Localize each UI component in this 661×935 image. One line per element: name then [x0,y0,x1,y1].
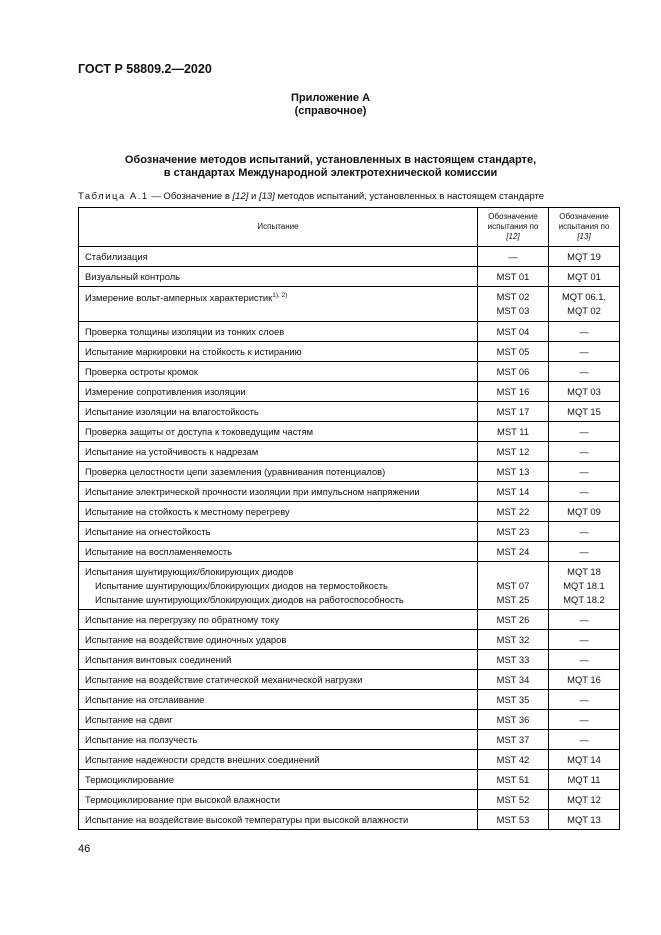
code-12: — [478,247,549,267]
table-row [79,522,620,542]
heading-line-2: в стандартах Международной электротехнической комиссии [163,167,498,179]
table-row [79,790,620,810]
test-name: Испытание на сдвиг [79,710,478,730]
header-col-12 [478,208,549,247]
test-name: Испытание на стойкость к местному перегреву [79,502,478,522]
table-row [79,322,620,342]
test-name: Проверка остроты кромок [79,362,478,382]
code-12: MST 37 [478,730,549,750]
code-13: MQT 01 [549,267,620,287]
test-name: Испытание на огнестойкость [79,522,478,542]
code-12: MST 05 [478,342,549,362]
header-col-12-line1: Обозначение [488,212,538,221]
code-13: MQT 14 [549,750,620,770]
code-13-cell [549,562,620,610]
table-row [79,247,620,267]
table-row [79,382,620,402]
header-col-13-line2: испытания по [558,222,610,231]
code-13: MQT 12 [549,790,620,810]
code-13: MQT 03 [549,382,620,402]
table-row [79,502,620,522]
code-13: — [549,362,620,382]
code-13: MQT 13 [549,810,620,830]
code-13: MQT 16 [549,670,620,690]
code-13: — [549,462,620,482]
code-13: — [549,690,620,710]
code-12: MST 12 [478,442,549,462]
caption-ref-12: [12] [232,191,249,202]
code-13: MQT 15 [549,402,620,422]
code-12: MST 14 [478,482,549,502]
code-13: — [549,630,620,650]
caption-text-2: и [248,191,259,202]
code-12: MST 23 [478,522,549,542]
header-col-12-line2: испытания по [487,222,539,231]
table-row [79,362,620,382]
annex-subtitle: (справочное) [294,105,367,117]
test-name: Испытание изоляции на влагостойкость [79,402,478,422]
code-12: MST 26 [478,610,549,630]
test-name: Испытание электрической прочности изоляции при импульсном напряжении [79,482,478,502]
test-name: Измерение сопротивления изоляции [79,382,478,402]
code-13: MQT 09 [549,502,620,522]
test-name: Испытание на воздействие одиночных ударов [79,630,478,650]
code-13: — [549,322,620,342]
test-name: Испытание маркировки на стойкость к истиранию [79,342,478,362]
code-13-a: MQT 06.1, [561,291,607,302]
code-13: MQT 11 [549,770,620,790]
code-13-b: MQT 18.1 [563,579,605,591]
header-col-13-ref: [13] [577,232,591,241]
caption-text-3: методов испытаний, установленных в настоящем стандарте [274,191,545,202]
test-name: Проверка защиты от доступа к токоведущим частям [79,422,478,442]
code-12: MST 06 [478,362,549,382]
table-row [79,402,620,422]
code-13: — [549,650,620,670]
code-13: — [549,482,620,502]
table-row [79,462,620,482]
test-name-cell [79,562,478,610]
code-13: — [549,710,620,730]
table-row [79,770,620,790]
table-caption [78,191,544,202]
heading-line-1: Обозначение методов испытаний, установленных в настоящем стандарте, [124,154,537,166]
test-name: Визуальный контроль [79,267,478,287]
table-row [79,670,620,690]
code-12: MST 35 [478,690,549,710]
code-12: MST 52 [478,790,549,810]
table-header-row [79,208,620,247]
caption-ref-13: [13] [258,191,275,202]
table-row [79,342,620,362]
annex-title: Приложение А [290,92,371,104]
test-name: Термоциклирование при высокой влажности [79,790,478,810]
test-name: Испытание на воспламеняемость [79,542,478,562]
test-name: Испытание надежности средств внешних соединений [79,750,478,770]
table-row [79,710,620,730]
code-12: MST 22 [478,502,549,522]
table-row [79,630,620,650]
code-12: MST 42 [478,750,549,770]
code-13: — [549,730,620,750]
annex-block [0,92,661,118]
header-col-13 [549,208,620,247]
code-12: MST 33 [478,650,549,670]
test-name: Проверка толщины изоляции из тонких слоев [79,322,478,342]
table-row [79,810,620,830]
code-12-c: MST 25 [496,593,530,605]
code-12-cell [478,562,549,610]
table-row [79,690,620,710]
code-12: MST 24 [478,542,549,562]
test-designation-table [78,207,620,830]
code-12: MST 36 [478,710,549,730]
code-12: MST 16 [478,382,549,402]
test-name: Стабилизация [79,247,478,267]
test-name: Испытание на отслаивание [79,690,478,710]
code-12: MST 51 [478,770,549,790]
document-header: ГОСТ Р 58809.2—2020 [78,62,212,76]
code-13-b: MQT 02 [567,305,601,316]
sub-test-name-2: Испытание шунтирующих/блокирующих диодов на работоспособность [95,593,404,605]
test-name: Испытание на воздействие статической механической нагрузки [79,670,478,690]
test-name: Испытания шунтирующих/блокирующих диодов [85,565,294,577]
caption-label: Таблица А.1 [78,191,149,202]
code-13-a: MQT 18 [567,565,601,577]
table-row [79,287,620,322]
table-row [79,442,620,462]
code-12-cell [478,287,549,322]
test-name: Измерение вольт-амперных характеристик [85,292,273,304]
table-row [79,562,620,610]
table-row [79,542,620,562]
code-12: MST 13 [478,462,549,482]
code-12: MST 17 [478,402,549,422]
code-13: — [549,610,620,630]
code-13: MQT 19 [549,247,620,267]
code-13: — [549,422,620,442]
code-13-c: MQT 18.2 [563,593,605,605]
table-row [79,730,620,750]
table-row [79,610,620,630]
test-name: Испытания винтовых соединений [79,650,478,670]
code-12: MST 53 [478,810,549,830]
code-13-cell [549,287,620,322]
section-heading [0,154,661,180]
sub-test-name-1: Испытание шунтирующих/блокирующих диодов на термостойкость [95,579,388,591]
header-test: Испытание [79,208,478,247]
header-col-13-line1: Обозначение [559,212,609,221]
caption-text-1: — Обозначение в [148,191,233,202]
code-13: — [549,522,620,542]
code-13: — [549,342,620,362]
test-name: Испытание на устойчивость к надрезам [79,442,478,462]
test-name: Испытание на ползучесть [79,730,478,750]
page-number: 46 [78,843,91,855]
table-row [79,267,620,287]
test-name-cell [79,287,478,322]
code-12: MST 11 [478,422,549,442]
code-12: MST 34 [478,670,549,690]
table-row [79,650,620,670]
code-12-a: MST 02 [496,291,530,302]
test-name: Термоциклирование [79,770,478,790]
table-row [79,482,620,502]
code-13: — [549,542,620,562]
code-12: MST 32 [478,630,549,650]
code-12: MST 04 [478,322,549,342]
code-12-b: MST 03 [496,305,530,316]
table-row [79,422,620,442]
header-col-12-ref: [12] [506,232,520,241]
footnote-ref: 1), 2) [272,292,288,299]
code-13: — [549,442,620,462]
test-name: Испытание на перегрузку по обратному току [79,610,478,630]
table-row [79,750,620,770]
code-12: MST 01 [478,267,549,287]
test-name: Испытание на воздействие высокой температуры при высокой влажности [79,810,478,830]
test-name: Проверка целостности цепи заземления (уравнивания потенциалов) [79,462,478,482]
code-12-b: MST 07 [496,579,530,591]
